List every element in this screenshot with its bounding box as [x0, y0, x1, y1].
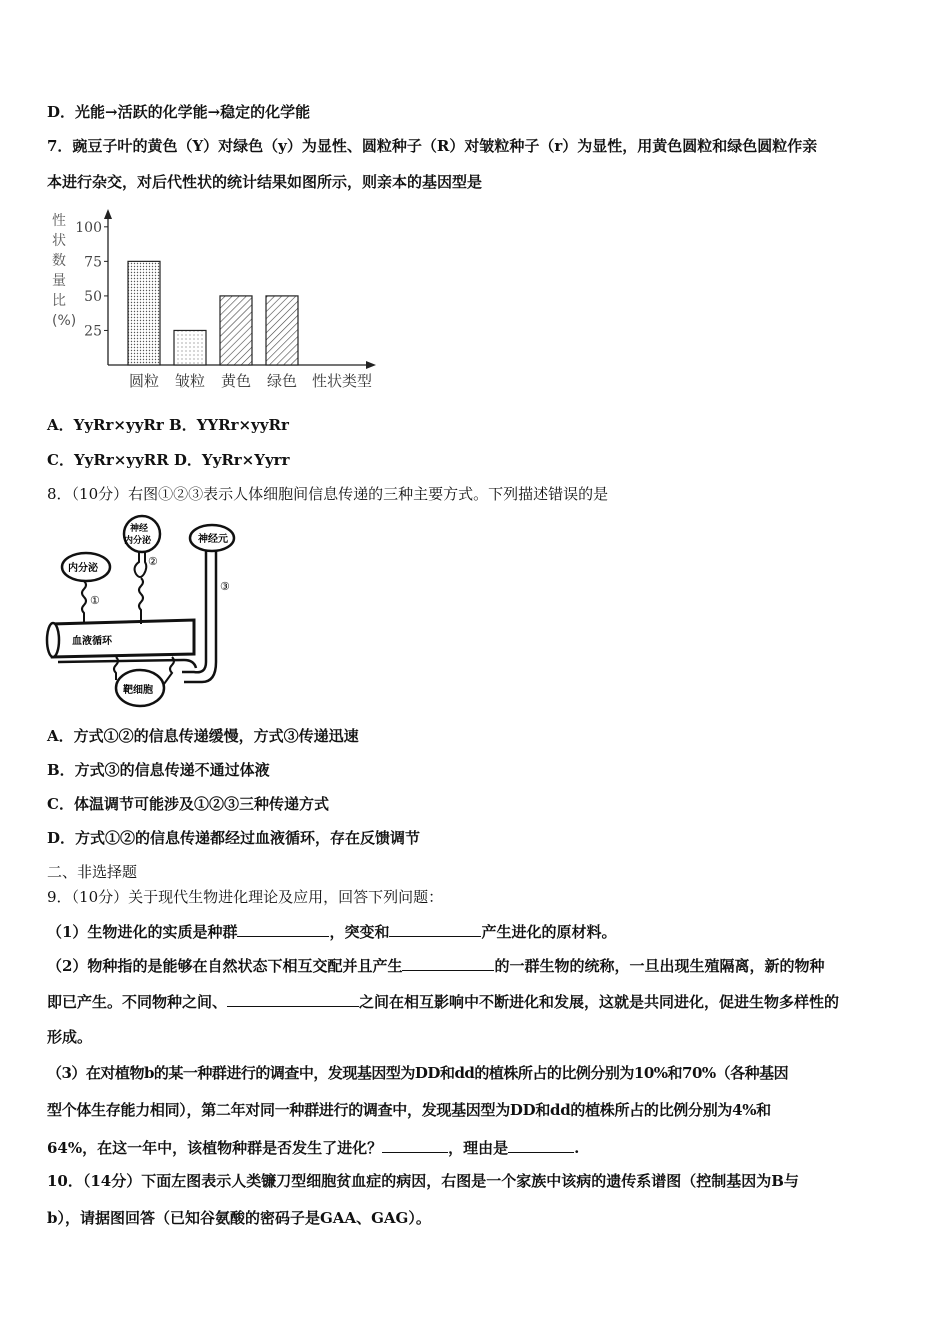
- x-category-label: 绿色: [266, 372, 298, 390]
- neuroendocrine-label-1: 神经: [130, 524, 149, 534]
- q8-option-a: A．方式①②的信息传递缓慢，方式③传递迅速: [47, 727, 359, 745]
- q9-part3-text-c: 64%，在这一年中，该植物种群是否发生了进化？: [47, 1139, 383, 1157]
- x-category-label: 黄色: [220, 372, 252, 390]
- y-tick-label: 50: [84, 288, 102, 305]
- q7-stem-line2: 本进行杂交，对后代性状的统计结果如图所示，则亲本的基因型是: [47, 173, 483, 191]
- y-axis-label: [52, 212, 76, 329]
- q9-part3-line1: （3）在对植物b的某一种群进行的调查中，发现基因型为DD和dd的植株所占的比例分别为10%和70%（各种基因: [47, 1064, 789, 1082]
- q8-stem: 8．（10分）右图①②③表示人体细胞间信息传递的三种主要方式。下列描述错误的是: [47, 485, 609, 503]
- q9-part2-text-d: 之间在相互影响中不断进化和发展，这就是共同进化，促进生物多样性的: [359, 993, 840, 1011]
- y-axis-label-char: 状: [52, 233, 66, 249]
- q9-blank-6[interactable]: [508, 1137, 574, 1153]
- y-axis-label-char: (%): [52, 313, 77, 329]
- q9-blank-2[interactable]: [389, 921, 481, 937]
- x-axis-arrow: [366, 361, 376, 369]
- q9-part3-text-e: .: [574, 1139, 580, 1157]
- q9-part2-line2: [47, 991, 839, 1012]
- x-axis-title: 性状类型: [312, 372, 373, 390]
- neuron-label: 神经元: [198, 534, 228, 545]
- neuron-axon: [182, 551, 216, 682]
- q9-part2-text-a: （2）物种指的是能够在自然状态下相互交配并且产生: [47, 957, 403, 975]
- x-category-label: 圆粒: [128, 372, 160, 390]
- endocrine-label: 内分泌: [68, 563, 98, 574]
- q9-blank-5[interactable]: [382, 1137, 448, 1153]
- marker-2: ②: [148, 555, 158, 568]
- path-1: [82, 581, 86, 624]
- q9-part2-line3: 形成。: [47, 1028, 93, 1046]
- bars: [128, 261, 298, 365]
- q9-blank-3[interactable]: [402, 955, 494, 971]
- vessel-wall-bottom: [58, 660, 196, 668]
- y-axis-label-char: 量: [52, 273, 66, 289]
- x-categories: [129, 372, 297, 390]
- q9-part1: [47, 921, 616, 942]
- y-tick-label: 25: [84, 323, 102, 340]
- q8-option-d: D．方式①②的信息传递都经过血液循环，存在反馈调节: [47, 829, 421, 847]
- q6-option-d: D．光能→活跃的化学能→稳定的化学能: [47, 103, 311, 121]
- neuroendocrine-axon: [135, 552, 147, 577]
- q9-part2-text-c: 即已产生。不同物种之间、: [47, 993, 228, 1011]
- vessel-opening: [47, 623, 59, 657]
- q8-option-c: C．体温调节可能涉及①②③三种传递方式: [47, 795, 329, 813]
- path-2: [139, 578, 143, 624]
- y-axis-label-char: 比: [52, 293, 66, 309]
- q9-blank-4[interactable]: [227, 991, 359, 1007]
- q9-part1-text-c: 产生进化的原材料。: [481, 923, 617, 941]
- neuroendocrine-cell: [124, 516, 160, 552]
- q9-part1-text-a: （1）生物进化的实质是种群: [47, 923, 238, 941]
- neuroendocrine-label-2: 内分泌: [124, 536, 152, 546]
- y-axis-arrow: [104, 209, 112, 219]
- q7-stem-line1: 7．豌豆子叶的黄色（Y）对绿色（y）为显性、圆粒种子（R）对皱粒种子（r）为显性，用黄色圆粒和绿色圆粒作亲: [47, 137, 818, 155]
- marker-3: ③: [220, 580, 230, 593]
- x-category-label: 皱粒: [174, 372, 206, 390]
- q10-stem-line2: b），请据图回答（已知谷氨酸的密码子是GAA、GAG）。: [47, 1209, 431, 1227]
- q7-options-ab: A．YyRr×yyRr B．YYRr×yyRr: [47, 416, 289, 434]
- q9-blank-1[interactable]: [237, 921, 329, 937]
- q9-part1-text-b: ，突变和: [329, 923, 390, 941]
- target-label: 靶细胞: [123, 685, 153, 696]
- marker-1: ①: [90, 594, 100, 607]
- q9-stem: 9．（10分）关于现代生物进化理论及应用，回答下列问题：: [47, 888, 444, 906]
- section-2-heading: 二、非选择题: [47, 863, 138, 881]
- q8-option-b: B．方式③的信息传递不通过体液: [47, 761, 270, 779]
- bar-2: [220, 296, 252, 365]
- q9-part3-line3: [47, 1137, 579, 1158]
- bar-0: [128, 261, 160, 365]
- cell-signaling-diagram: [44, 512, 244, 712]
- y-tick-label: 100: [75, 219, 102, 236]
- y-tick-label: 75: [84, 254, 102, 271]
- q9-part2-line1: [47, 955, 824, 976]
- y-axis-label-char: 性: [52, 213, 66, 229]
- q9-part3-text-d: ，理由是: [448, 1139, 509, 1157]
- q9-part3-line2: 型个体生存能力相同），第二年对同一种群进行的调查中，发现基因型为DD和dd的植株所占的比例分别为4%和: [47, 1101, 771, 1119]
- q7-options-cd: C．YyRr×yyRR D．YyRr×Yyrr: [47, 451, 290, 469]
- bar-1: [174, 330, 206, 365]
- bar-3: [266, 296, 298, 365]
- q9-part2-text-b: 的一群生物的统称，一旦出现生殖隔离，新的物种: [494, 957, 825, 975]
- y-axis-label-char: 数: [52, 253, 66, 269]
- blood-label: 血液循环: [72, 636, 112, 647]
- y-ticks: [75, 220, 108, 340]
- q10-stem-line1: 10．（14分）下面左图表示人类镰刀型细胞贫血症的病因，右图是一个家族中该病的遗传系谱图（控制基因为B与: [47, 1172, 799, 1190]
- trait-bar-chart: [40, 205, 400, 400]
